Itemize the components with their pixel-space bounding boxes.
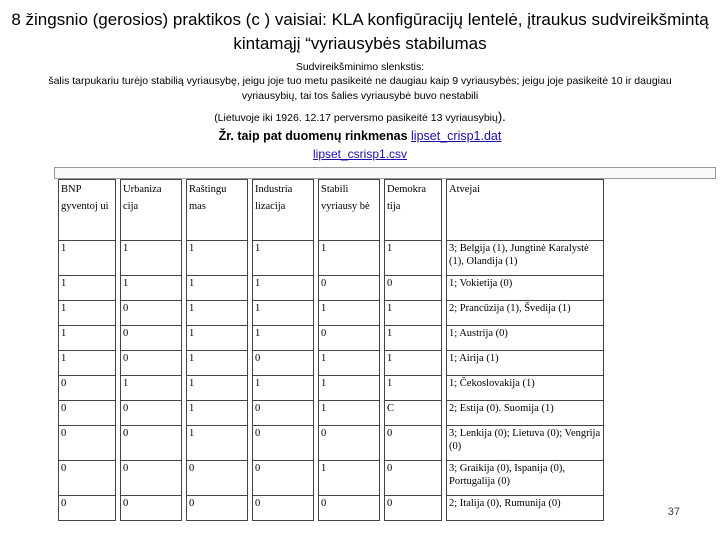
header-industrialization: Industria lizacija <box>252 179 314 241</box>
table-cell: 0 <box>120 401 182 426</box>
table-cell: 0 <box>58 496 116 521</box>
table-cell: 0 <box>58 376 116 401</box>
table-cell: 1 <box>186 351 248 376</box>
table-row <box>58 276 604 301</box>
threshold-heading: Sudvireikšminimo slenkstis: <box>295 61 425 73</box>
table-cell: 2; Italija (0), Rumunija (0) <box>446 496 604 521</box>
csv-file-link[interactable]: lipset_csrisp1.csv <box>312 147 408 161</box>
table-cell: 0 <box>384 276 442 301</box>
table-cell: 1 <box>58 276 116 301</box>
table-row <box>58 326 604 351</box>
table-cell: 1 <box>252 276 314 301</box>
table-cell: 0 <box>186 461 248 496</box>
table-cell: 0 <box>318 496 380 521</box>
table-row <box>58 241 604 276</box>
table-row <box>58 496 604 521</box>
table-cell: 0 <box>252 496 314 521</box>
table-row <box>58 426 604 461</box>
table-row <box>58 301 604 326</box>
lithuania-note <box>0 110 720 125</box>
table-cell: 1 <box>58 301 116 326</box>
table-cell: 1; Vokietija (0) <box>446 276 604 301</box>
table-cell: 1 <box>186 426 248 461</box>
table-cell: 1 <box>318 461 380 496</box>
table-cell: 0 <box>318 326 380 351</box>
table-cell: 1 <box>318 241 380 276</box>
table-cell: 1 <box>186 241 248 276</box>
table-cell: 0 <box>120 301 182 326</box>
scan-top-border <box>54 167 716 179</box>
table-cell: 0 <box>120 326 182 351</box>
table-cell: 1 <box>384 376 442 401</box>
csv-link-line <box>0 146 720 162</box>
header-cases: Atvejai <box>446 179 604 241</box>
configuration-table <box>54 179 608 521</box>
table-cell: 3; Lenkija (0); Lietuva (0); Vengrija (0) <box>446 426 604 461</box>
table-row <box>58 351 604 376</box>
table-cell: 0 <box>384 426 442 461</box>
table-cell: 3; Belgija (1), Jungtinė Karalystė (1), Olandija (1) <box>446 241 604 276</box>
table-cell: 1; Airija (1) <box>446 351 604 376</box>
table-cell: 0 <box>120 461 182 496</box>
table-cell: 1 <box>58 241 116 276</box>
table-cell: 1 <box>252 301 314 326</box>
table-cell: 1 <box>252 376 314 401</box>
table-cell: 0 <box>58 401 116 426</box>
table-cell: 1 <box>384 326 442 351</box>
dat-file-link[interactable]: lipset_crisp1.dat <box>411 129 502 143</box>
table-cell: 1 <box>252 326 314 351</box>
table-cell: 0 <box>252 461 314 496</box>
table-cell: 1 <box>318 401 380 426</box>
table-cell: 1 <box>318 301 380 326</box>
table-cell: 1 <box>384 351 442 376</box>
table-cell: 0 <box>58 461 116 496</box>
header-urbanization: Urbaniza cija <box>120 179 182 241</box>
table-cell: C <box>384 401 442 426</box>
table-cell: 1 <box>186 401 248 426</box>
table-cell: 0 <box>252 426 314 461</box>
lithuania-note-close: ). <box>497 109 506 124</box>
table-cell: 0 <box>384 496 442 521</box>
table-row <box>58 376 604 401</box>
header-gdp: BNP gyventoj ui <box>58 179 116 241</box>
table-cell: 3; Graikija (0), Ispanija (0), Portugalija (0) <box>446 461 604 496</box>
table-cell: 0 <box>252 401 314 426</box>
table-cell: 0 <box>120 496 182 521</box>
data-files-line <box>0 128 720 144</box>
table-cell: 0 <box>318 426 380 461</box>
table-cell: 1 <box>384 241 442 276</box>
table-row <box>58 401 604 426</box>
table-cell: 0 <box>318 276 380 301</box>
table-cell: 1 <box>120 276 182 301</box>
table-cell: 1 <box>318 351 380 376</box>
table-cell: 1 <box>186 376 248 401</box>
page-number: 37 <box>667 506 680 518</box>
header-democracy: Demokra tija <box>384 179 442 241</box>
table-cell: 1 <box>318 376 380 401</box>
table-cell: 1 <box>186 276 248 301</box>
table-cell: 1 <box>384 301 442 326</box>
header-literacy: Raštingu mas <box>186 179 248 241</box>
table-cell: 1 <box>186 301 248 326</box>
table-cell: 1; Austrija (0) <box>446 326 604 351</box>
table-cell: 1; Čekoslovakija (1) <box>446 376 604 401</box>
table-cell: 0 <box>186 496 248 521</box>
slide-title: 8 žingsnio (gerosios) praktikos (c ) vaisiai: KLA konfigūracijų lentelė, įtraukus sudvireikšmintą kintamąjį “vyriausybės stabilumas <box>11 10 709 53</box>
table-cell: 1 <box>252 241 314 276</box>
header-stable-government: Stabili vyriausy bė <box>318 179 380 241</box>
data-files-text: Žr. taip pat duomenų rinkmenas <box>218 129 412 143</box>
table-cell: 1 <box>58 351 116 376</box>
table-row <box>58 461 604 496</box>
table-cell: 0 <box>120 426 182 461</box>
lithuania-note-text: (Lietuvoje iki 1926. 12.17 perversmo pasikeitė 13 vyriausybių <box>214 112 498 124</box>
table-cell: 2; Estija (0). Suomija (1) <box>446 401 604 426</box>
table-cell: 1 <box>120 241 182 276</box>
table-cell: 2; Prancūzija (1), Švedija (1) <box>446 301 604 326</box>
table-cell: 0 <box>120 351 182 376</box>
table-header-row <box>58 179 604 241</box>
table-cell: 0 <box>384 461 442 496</box>
table-cell: 1 <box>186 326 248 351</box>
table-cell: 0 <box>58 426 116 461</box>
table-cell: 1 <box>58 326 116 351</box>
threshold-description: šalis tarpukariu turėjo stabilią vyriausybę, jeigu joje tuo metu pasikeitė ne daugiau kaip 9 vyriausybės; jeigu joje pasikeitė 10 ir daugiau vyriausybių, tai tos šalies vyriausybė buvo nestabili <box>48 75 672 102</box>
table-cell: 1 <box>120 376 182 401</box>
table-cell: 0 <box>252 351 314 376</box>
